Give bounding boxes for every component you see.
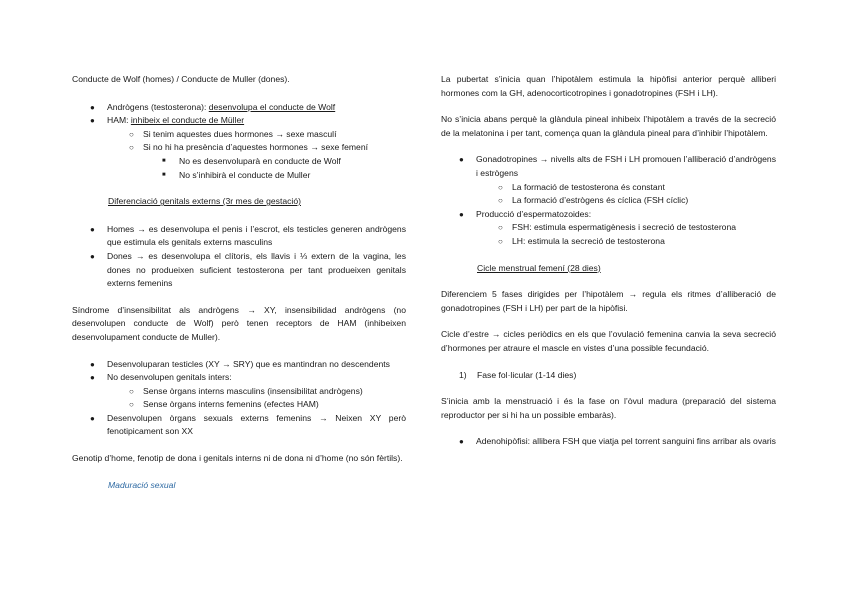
bullet-icon: ● [459, 437, 464, 447]
square-bullet-icon: ■ [162, 171, 166, 178]
syndrome-list [72, 358, 406, 440]
list-item: ● Gonadotropines → nivells alts de FSH i LH promouen l’alliberació d’andrògens i estrògens [459, 154, 776, 178]
circle-bullet-icon: ○ [498, 223, 503, 233]
circle-bullet-icon: ○ [129, 129, 134, 139]
external-genitals-list [72, 223, 406, 291]
phase-number: 1) [459, 369, 467, 380]
bullet-icon: ● [90, 102, 95, 112]
bullet-icon: ● [90, 224, 95, 234]
list-item: ● Dones → es desenvolupa el clítoris, els llavis i ⅓ extern de la vagina, les dones no produeixen suficient testosterona per tant produeixen genitals externs femenins [90, 250, 406, 289]
estrous-cycle-paragraph: Cicle d’estre → cicles periòdics en els que l’ovulació femenina canvia la seva secreció d’hormones per atraure el mascle en vistes d’una possible fecundació. [441, 329, 776, 353]
square-bullet-icon: ■ [162, 157, 166, 164]
list-item: ● No desenvolupen genitals inters: [72, 371, 406, 385]
list-item: ● Andrògens (testosterona): desenvolupa el conducte de Wolf [72, 101, 406, 115]
pineal-paragraph: No s’inicia abans perquè la glàndula pineal inhibeix l’hipotàlem a través de la secreció de la melatonina i per tant, comença quan la glàndula pineal para d’inhibir l’hipotàlem. [441, 114, 776, 138]
circle-bullet-icon: ○ [129, 400, 134, 410]
phase-list [441, 369, 776, 383]
section-title-external-genitals: Diferenciació genitals externs (3r mes de gestació) [108, 196, 301, 207]
circle-bullet-icon: ○ [498, 182, 503, 192]
gonadotropins-list [441, 153, 776, 248]
follicular-phase-paragraph: S’inicia amb la menstruació i és la fase on l’òvul madura (preparació del sistema reproductor per si hi ha un possible embaràs). [441, 396, 776, 420]
list-item: 1) Fase fol·licular (1-14 dies) [441, 369, 776, 383]
bullet-icon: ● [90, 413, 95, 423]
list-item: ● HAM: inhibeix el conducte de Müller [72, 114, 406, 128]
list-item: ● Adenohipòfisi: allibera FSH que viatja pel torrent sanguini fins arribar als ovaris [441, 435, 776, 449]
list-item: ○ LH: estimula la secreció de testosterona [441, 235, 776, 249]
bullet-icon: ● [90, 251, 95, 261]
list-item: ○ Si no hi ha presència d’aquestes hormones → sexe femení [72, 141, 406, 155]
adenohypophysis-list [441, 435, 776, 449]
list-item: ● Desenvolupen òrgans sexuals externs femenins → Neixen XY però fenotipicament son XX [90, 412, 406, 437]
puberty-paragraph: La pubertat s’inicia quan l’hipotàlem estimula la hipòfisi anterior perquè alliberi hormones com la GH, adenocorticotropines i gonadotropines (FSH i LH). [441, 74, 776, 98]
hormones-list [72, 101, 406, 183]
circle-bullet-icon: ○ [129, 143, 134, 153]
syndrome-paragraph: Síndrome d’insensibilitat als andrògens → XY, insensibilidad andrògens (no desenvolupen conducte de Wolf) però tenen receptors de HAM (inhibeixen desenvolupament conducte de Muller). [72, 304, 406, 342]
circle-bullet-icon: ○ [129, 386, 134, 396]
section-title-menstrual-cycle: Cicle menstrual femení (28 dies) [477, 262, 601, 273]
list-item: ○ Sense òrgans interns masculins (insensibilitat andrògens) [72, 385, 406, 399]
phases-paragraph: Diferenciem 5 fases dirigides per l’hipotàlem → regula els ritmes d’alliberació de gonadotropines (FSH i LH) per part de la hipòfisi. [441, 289, 776, 313]
bullet-icon: ● [459, 155, 464, 165]
list-item: ○ FSH: estimula espermatigènesis i secreció de testosterona [441, 221, 776, 235]
list-item: ■ No es desenvoluparà en conducte de Wolf [72, 155, 406, 169]
bullet-icon: ● [90, 359, 95, 369]
bullet-icon: ● [459, 209, 464, 219]
list-item: ■ No s’inhibirà el conducte de Muller [72, 169, 406, 183]
list-item: ● Producció d’espermatozoides: [441, 208, 776, 222]
circle-bullet-icon: ○ [498, 196, 503, 206]
list-item: ● Desenvoluparan testicles (XY → SRY) que es mantindran no descendents [72, 358, 406, 372]
circle-bullet-icon: ○ [498, 236, 503, 246]
list-item: ● Homes → es desenvolupa el penis i l’escrot, els testicles generen andrògens que estimula els genitals externs masculins [90, 223, 406, 248]
list-item: ○ Si tenim aquestes dues hormones → sexe masculí [72, 128, 406, 142]
right-column [441, 73, 776, 449]
wolf-muller-heading: Conducte de Wolf (homes) / Conducte de Muller (dones). [72, 74, 290, 84]
bullet-icon: ● [90, 116, 95, 126]
sexual-maturation-subtitle: Maduració sexual [108, 479, 176, 490]
list-item: ○ La formació d’estrògens és cíclica (FSH cíclic) [441, 194, 776, 208]
list-item: ○ La formació de testosterona és constant [441, 181, 776, 195]
bullet-icon: ● [90, 373, 95, 383]
genotype-paragraph: Genotip d’home, fenotip de dona i genitals interns ni de dona ni d’home (no són fèrtils). [72, 453, 403, 464]
left-column [72, 73, 406, 492]
list-item: ○ Sense òrgans interns femenins (efectes HAM) [72, 398, 406, 412]
